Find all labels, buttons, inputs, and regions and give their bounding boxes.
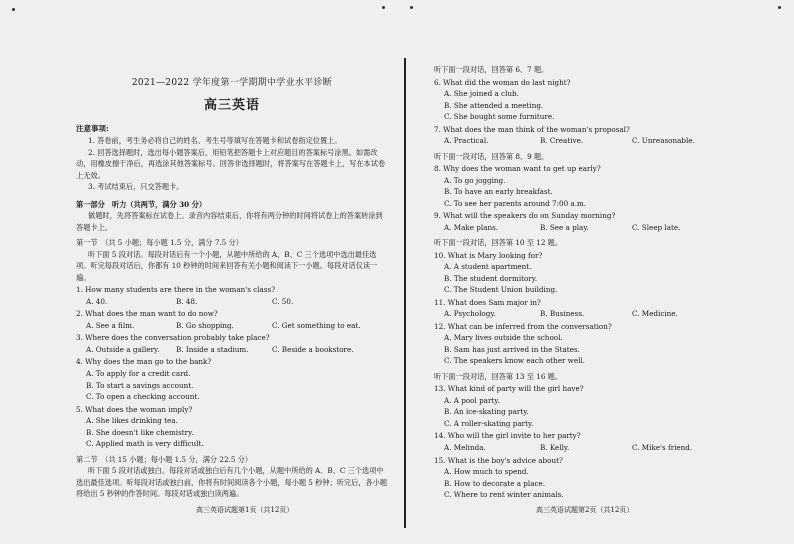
section-title: 第二节 （共 15 小题；每小题 1.5 分，满分 22.5 分） xyxy=(76,454,253,464)
option: B. An ice-skating party. xyxy=(444,407,529,417)
right-page xyxy=(434,64,724,524)
option: A. To go jogging. xyxy=(444,175,506,185)
option-row xyxy=(434,442,724,454)
notice-item: 2. 回答选择题时，选出每小题答案后，用铅笔把答题卡上对应题目的答案标号涂黑。如需改动，用橡皮擦干净后，再选涂其他答案标号。回答非选择题时，将答案写在答题卡上，写在本试卷上无效。 xyxy=(76,147,386,180)
option-row xyxy=(434,135,724,147)
option: C. Mike's friend. xyxy=(632,442,693,452)
option: A. Mary lives outside the school. xyxy=(444,333,563,343)
part-description: 做题时，先将答案标在试卷上。录音内容结束后，你将有两分钟的时间将试卷上的答案转涂到答题卡上。 xyxy=(76,211,383,232)
option: A. A student apartment. xyxy=(444,262,532,272)
option: A. Practical. xyxy=(444,136,489,146)
question-stem: 8. Why does the woman want to get up early? xyxy=(434,164,601,174)
question-stem: 9. What will the speakers do on Sunday morning? xyxy=(434,211,616,221)
part-title: 第一部分 听力（共两节，满分 30 分） xyxy=(76,199,207,209)
option: C. The Student Union building. xyxy=(444,285,558,295)
option-row xyxy=(76,296,388,308)
option: B. She attended a meeting. xyxy=(444,100,544,110)
option: C. Unreasonable. xyxy=(632,136,695,146)
dialog-intro: 听下面一段对话，回答第 10 至 12 题。 xyxy=(434,238,563,248)
page-footer: 高三英语试题第2页（共12页） xyxy=(536,506,634,514)
question-stem: 13. What kind of party will the girl have? xyxy=(434,384,584,394)
question-stem: 2. What does the man want to do now? xyxy=(76,309,218,319)
option: C. Get something to eat. xyxy=(272,320,361,330)
section-description: 听下面 5 段对话或独白。每段对话或独白后有几个小题，从题中所给的 A、B、C 三个选项中选出最佳选项。听每段对话或独白前，你将有时间阅读各个小题，每小题 5 秒钟；听完后，各小题将给出 5 秒钟的作答时间。每段对话或独白读两遍。 xyxy=(76,466,388,499)
question-stem: 7. What does the man think of the woman's proposal? xyxy=(434,124,630,134)
option: B. To start a savings account. xyxy=(86,380,194,390)
question-stem: 3. Where does the conversation probably take place? xyxy=(76,333,270,343)
page-divider xyxy=(404,58,406,528)
notice-item: 3. 考试结束后，只交答题卡。 xyxy=(88,182,184,192)
page-footer: 高三英语试题第1页（共12页） xyxy=(196,506,294,514)
subject-title: 高三英语 xyxy=(203,98,260,114)
option: A. Psychology. xyxy=(444,309,496,319)
section-description: 听下面 5 段对话。每段对话后有一个小题，从题中所给的 A、B、C 三个选项中选出最佳选项。听完每段对话后，你都有 10 秒钟的时间来回答有关小题和阅读下一小题。每段对话仅读一遍。 xyxy=(76,249,378,282)
notice-item: 1. 答卷前，考生务必将自己的姓名、考生号等填写在答题卡和试卷指定位置上。 xyxy=(88,136,342,146)
question-stem: 4. Why does the man go to the bank? xyxy=(76,357,212,367)
option: A. She joined a club. xyxy=(444,89,519,99)
binding-dot xyxy=(410,6,413,9)
question-stem: 14. Who will the girl invite to her party? xyxy=(434,431,581,441)
option: C. She bought some furniture. xyxy=(444,112,555,122)
option: B. 48. xyxy=(176,296,198,306)
option: A. 40. xyxy=(86,296,108,306)
option: B. Sam has just arrived in the States. xyxy=(444,344,580,354)
option: B. To have an early breakfast. xyxy=(444,187,553,197)
option: B. See a play. xyxy=(540,222,589,232)
binding-dot xyxy=(382,6,385,9)
question-stem: 1. How many students are there in the woman's class? xyxy=(76,285,276,295)
question-stem: 15. What is the boy's advice about? xyxy=(434,455,563,465)
option: A. Melinda. xyxy=(444,442,486,452)
option: B. Business. xyxy=(540,309,585,319)
option: B. She doesn't like chemistry. xyxy=(86,427,194,437)
dialog-intro: 听下面一段对话，回答第 6、7 题。 xyxy=(434,65,549,74)
option: C. The speakers know each other well. xyxy=(444,356,585,366)
option: A. See a film. xyxy=(86,320,135,330)
option: A. How much to spend. xyxy=(444,467,529,477)
option: B. Kelly. xyxy=(540,442,570,452)
option: B. Creative. xyxy=(540,136,584,146)
question-stem: 11. What does Sam major in? xyxy=(434,297,541,307)
option: B. How to decorate a place. xyxy=(444,478,546,488)
question-stem: 5. What does the woman imply? xyxy=(76,404,193,414)
question-stem: 12. What can be inferred from the conversation? xyxy=(434,321,612,331)
option: A. Make plans. xyxy=(444,222,499,232)
option: A. She likes drinking tea. xyxy=(86,416,178,426)
dialog-intro: 听下面一段对话，回答第 13 至 16 题。 xyxy=(434,371,563,381)
question-stem: 6. What did the woman do last night? xyxy=(434,77,571,87)
dialog-intro: 听下面一段对话，回答第 8、9 题。 xyxy=(434,151,549,161)
left-page xyxy=(76,62,388,522)
option: C. To open a checking account. xyxy=(86,392,200,402)
option: C. Applied math is very difficult. xyxy=(86,439,204,449)
option: C. Medicine. xyxy=(632,309,678,319)
option: C. To see her parents around 7:00 a.m. xyxy=(444,198,587,208)
notice-heading: 注意事项: xyxy=(76,124,109,134)
option: C. 50. xyxy=(272,296,294,306)
binding-dot xyxy=(778,6,781,9)
option: C. Sleep late. xyxy=(632,222,681,232)
option-row xyxy=(434,308,724,320)
option-row xyxy=(76,344,388,356)
section-title: 第一节 （共 5 小题；每小题 1.5 分，满分 7.5 分） xyxy=(76,238,243,248)
option: A. To apply for a credit card. xyxy=(86,368,191,378)
binding-dot xyxy=(12,8,15,11)
question-stem: 10. What is Mary looking for? xyxy=(434,250,543,260)
option: C. Where to rent winter animals. xyxy=(444,490,564,500)
option: B. The student dormitory. xyxy=(444,273,538,283)
option-row xyxy=(434,222,724,234)
option: B. Go shopping. xyxy=(176,320,234,330)
option: C. A roller-skating party. xyxy=(444,418,534,428)
option: A. A pool party. xyxy=(444,395,500,405)
option-row xyxy=(76,320,388,332)
exam-title: 2021—2022 学年度第一学期期中学业水平诊断 xyxy=(131,78,333,88)
option: A. Outside a gallery. xyxy=(86,344,160,354)
option: B. Inside a stadium. xyxy=(176,344,249,354)
option: C. Beside a bookstore. xyxy=(272,344,354,354)
